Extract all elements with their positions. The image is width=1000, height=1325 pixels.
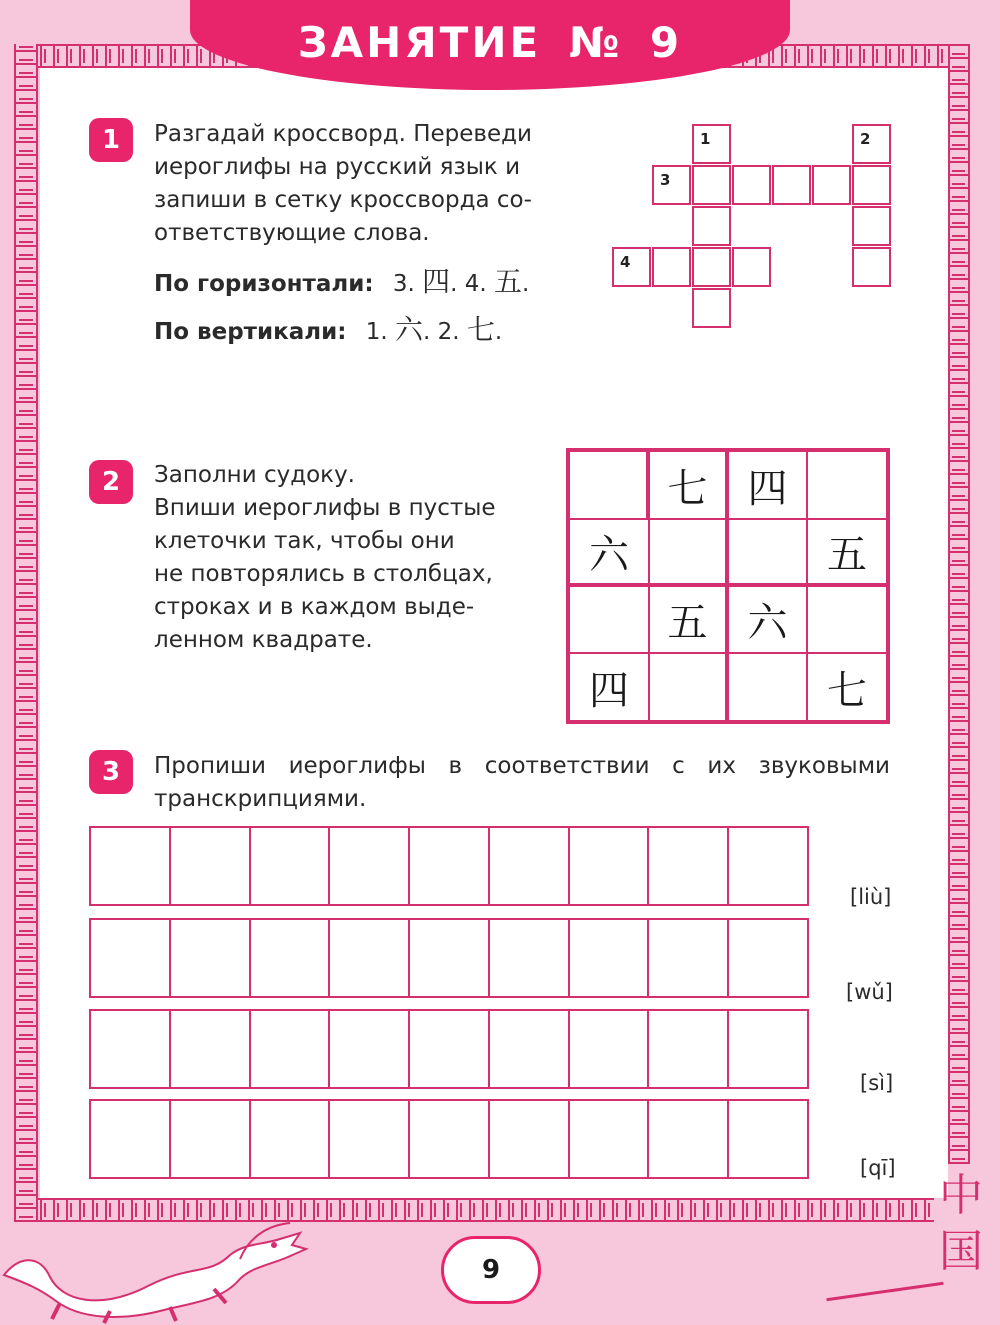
practice-cell[interactable] — [649, 1101, 729, 1177]
crossword-cell[interactable] — [812, 165, 851, 205]
crossword-cell[interactable] — [732, 165, 771, 205]
practice-cell[interactable] — [729, 1011, 807, 1087]
practice-cell[interactable] — [251, 1101, 331, 1177]
task-3-text — [154, 750, 890, 816]
practice-cell[interactable] — [570, 1101, 650, 1177]
sudoku-cell[interactable]: 五 — [649, 586, 728, 653]
crossword-cell[interactable] — [772, 165, 811, 205]
practice-cell[interactable] — [410, 828, 490, 904]
crossword-number: 3 — [660, 171, 671, 189]
vertical-clues: По вертикали: 1. 六. 2. 七. — [154, 313, 503, 346]
practice-cell[interactable] — [490, 1011, 570, 1087]
task-2-badge: 2 — [89, 460, 133, 504]
sudoku-cell[interactable] — [807, 586, 886, 653]
crossword-cell[interactable] — [692, 206, 731, 246]
crossword-number: 2 — [860, 130, 871, 148]
sudoku-cell[interactable]: 六 — [570, 519, 649, 586]
practice-cell[interactable] — [171, 828, 251, 904]
crossword-cell[interactable] — [852, 124, 891, 164]
practice-cell[interactable] — [91, 828, 171, 904]
practice-cell[interactable] — [410, 1011, 490, 1087]
practice-cell[interactable] — [649, 1011, 729, 1087]
practice-cell[interactable] — [330, 1011, 410, 1087]
task-2-line: Заполни судоку. — [154, 462, 355, 488]
task-3-line: транскрипциями. — [154, 786, 367, 812]
practice-cell[interactable] — [649, 828, 729, 904]
sudoku-cell[interactable]: 四 — [728, 452, 807, 519]
clue-char: 六 — [395, 313, 424, 346]
crossword-cell[interactable] — [652, 165, 691, 205]
sudoku-cell[interactable]: 四 — [570, 653, 649, 720]
practice-cell[interactable] — [570, 828, 650, 904]
practice-cell[interactable] — [330, 920, 410, 996]
pinyin-label: [sì] — [860, 1071, 894, 1095]
practice-cell[interactable] — [171, 920, 251, 996]
left-border — [14, 44, 38, 1222]
practice-cell[interactable] — [410, 920, 490, 996]
task-1-line: иероглифы на русский язык и — [154, 154, 521, 180]
vertical-label: По вертикали: — [154, 319, 347, 345]
corner-char: 国 — [939, 1226, 983, 1277]
horizontal-label: По горизонтали: — [154, 271, 374, 297]
clue-char: 五 — [494, 265, 523, 298]
crossword-cell[interactable] — [852, 247, 891, 287]
pinyin-label: [liù] — [850, 885, 892, 909]
sudoku-cell[interactable]: 七 — [807, 653, 886, 720]
task-1-badge: 1 — [89, 118, 133, 162]
task-2-line: ленном квадрате. — [154, 627, 373, 653]
task-2-text — [154, 459, 518, 657]
crossword-cell[interactable] — [692, 247, 731, 287]
practice-cell[interactable] — [490, 1101, 570, 1177]
sudoku-cell[interactable] — [570, 452, 649, 519]
practice-cell[interactable] — [251, 828, 331, 904]
practice-cell[interactable] — [330, 1101, 410, 1177]
sudoku-cell[interactable] — [807, 452, 886, 519]
page-number: 9 — [441, 1236, 541, 1304]
sudoku-cell[interactable]: 七 — [649, 452, 728, 519]
practice-row — [89, 918, 809, 998]
corner-char: 中 — [939, 1170, 983, 1221]
task-2-line: не повторялись в столбцах, — [154, 561, 493, 587]
practice-cell[interactable] — [729, 920, 807, 996]
corner-characters — [936, 1168, 986, 1280]
practice-row — [89, 1009, 809, 1089]
practice-cell[interactable] — [91, 1011, 171, 1087]
crossword-number: 1 — [700, 130, 711, 148]
practice-cell[interactable] — [171, 1011, 251, 1087]
crossword-cell[interactable] — [692, 288, 731, 328]
task-3-badge: 3 — [89, 750, 133, 794]
task-1-line: Разгадай кроссворд. Переведи — [154, 121, 532, 147]
practice-cell[interactable] — [649, 920, 729, 996]
dragon-icon — [0, 1215, 320, 1325]
page-title: ЗАНЯТИЕ № 9 — [297, 18, 683, 67]
practice-cell[interactable] — [251, 920, 331, 996]
crossword-number: 4 — [620, 253, 631, 271]
task-2-line: клеточки так, чтобы они — [154, 528, 455, 554]
clue-number: 1. — [365, 319, 388, 345]
crossword-cell[interactable] — [732, 247, 771, 287]
sudoku-cell[interactable]: 五 — [807, 519, 886, 586]
sudoku-cell[interactable] — [649, 653, 728, 720]
practice-cell[interactable] — [570, 1011, 650, 1087]
clue-number: 3. — [392, 271, 415, 297]
task-1-text — [154, 118, 546, 250]
task-3-line: Пропиши иероглифы в соответствии с их звуковыми — [154, 753, 890, 779]
right-border — [948, 44, 970, 1164]
practice-cell[interactable] — [490, 828, 570, 904]
practice-cell[interactable] — [570, 920, 650, 996]
crossword-grid — [612, 124, 892, 330]
sudoku-cell[interactable] — [570, 586, 649, 653]
crossword-cell[interactable] — [612, 247, 651, 287]
crossword-cell[interactable] — [692, 124, 731, 164]
sudoku-cell[interactable]: 六 — [728, 586, 807, 653]
practice-cell[interactable] — [490, 920, 570, 996]
sudoku-cell[interactable] — [649, 519, 728, 586]
clue-char: 四 — [422, 265, 451, 298]
practice-cell[interactable] — [171, 1101, 251, 1177]
practice-cell[interactable] — [729, 828, 807, 904]
pinyin-label: [qī] — [860, 1156, 896, 1180]
task-2-line: строках и в каждом выде- — [154, 594, 475, 620]
task-1-line: ответствующие слова. — [154, 220, 430, 246]
crossword-cell[interactable] — [652, 247, 691, 287]
clue-number: 2. — [437, 319, 460, 345]
task-2-line: Впиши иероглифы в пустые — [154, 495, 496, 521]
clue-char: 七 — [466, 313, 495, 346]
practice-cell[interactable] — [330, 828, 410, 904]
clue-number: 4. — [464, 271, 487, 297]
practice-cell[interactable] — [729, 1101, 807, 1177]
practice-cell[interactable] — [410, 1101, 490, 1177]
sudoku-cell[interactable] — [728, 653, 807, 720]
practice-row — [89, 1099, 809, 1179]
practice-cell[interactable] — [251, 1011, 331, 1087]
pinyin-label: [wǔ] — [846, 980, 893, 1004]
horizontal-clues: По горизонтали: 3. 四. 4. 五. — [154, 265, 530, 298]
task-1-line: запиши в сетку кроссворда со- — [154, 187, 532, 213]
crossword-cell[interactable] — [852, 165, 891, 205]
brush-icon — [826, 1282, 943, 1301]
crossword-cell[interactable] — [852, 206, 891, 246]
practice-cell[interactable] — [91, 920, 171, 996]
practice-cell[interactable] — [91, 1101, 171, 1177]
crossword-cell[interactable] — [692, 165, 731, 205]
sudoku-cell[interactable] — [728, 519, 807, 586]
practice-row — [89, 826, 809, 906]
sudoku-grid — [566, 448, 890, 724]
